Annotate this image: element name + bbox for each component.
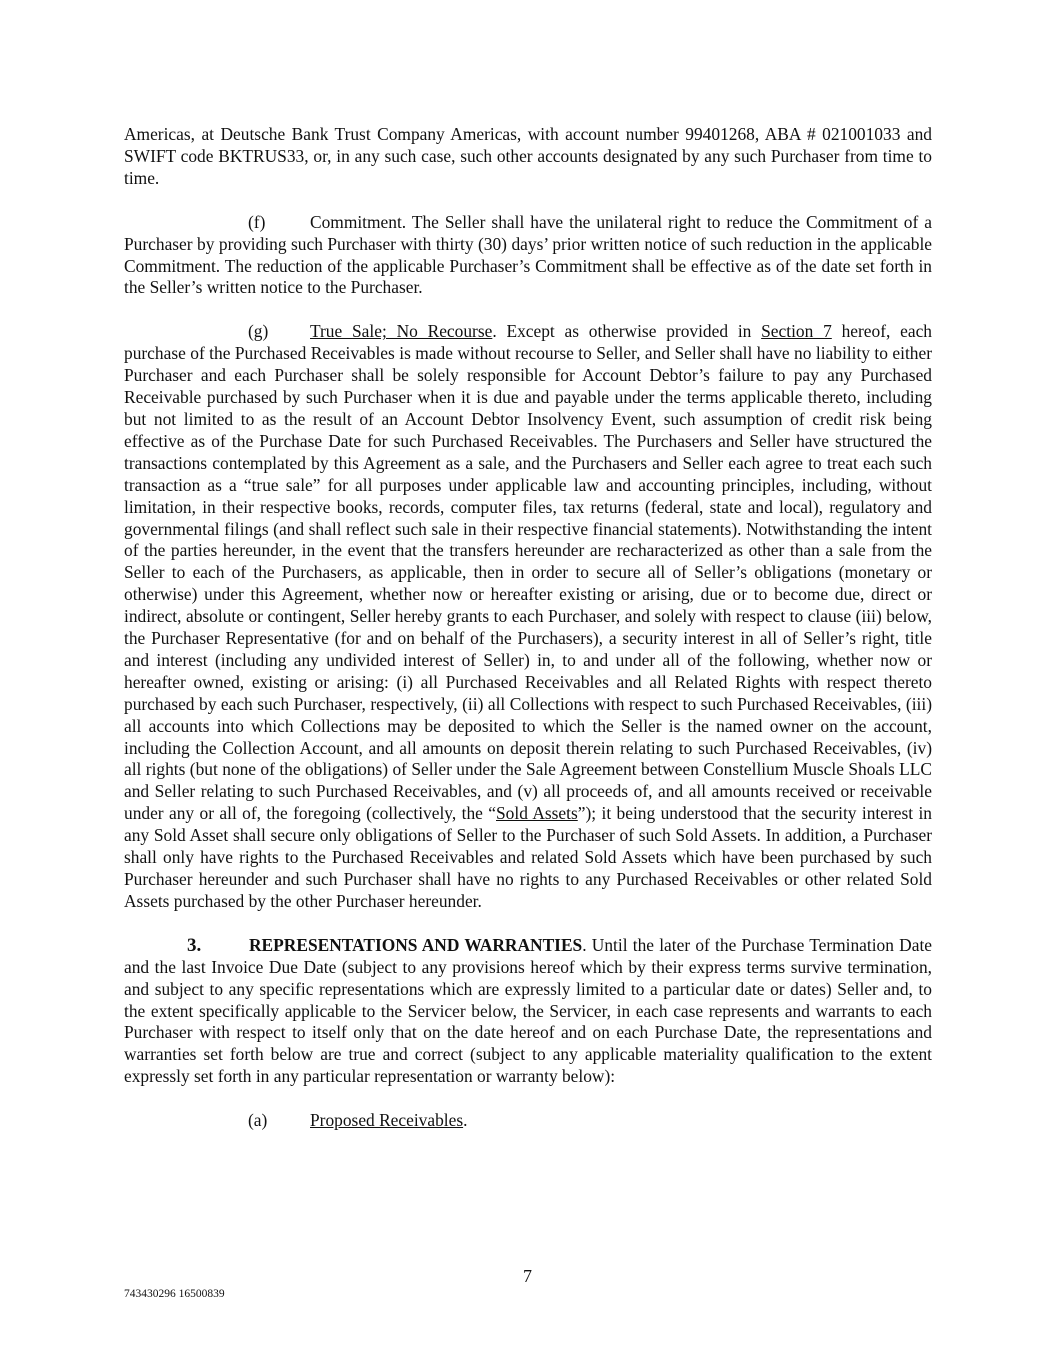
section-3-number: 3. xyxy=(187,934,202,956)
clause-f-label: (f) xyxy=(248,211,266,232)
document-id: 743430296 16500839 xyxy=(124,1288,225,1300)
clause-g-paragraph xyxy=(124,321,932,912)
intro-paragraph: Americas, at Deutsche Bank Trust Company Americas, with account number 99401268, ABA # 021001033 and SWIFT code BKTRUS33, or, in any such case, such other accounts designated by any such Purchaser from time to time. xyxy=(124,124,932,188)
clause-a-paragraph xyxy=(124,1110,932,1132)
clause-g-heading: True Sale; No Recourse xyxy=(310,321,493,342)
clause-g-label: (g) xyxy=(248,321,269,342)
clause-g-after-heading: . Except as otherwise provided in xyxy=(492,321,762,342)
clause-a-label: (a) xyxy=(248,1110,268,1131)
page-number: 7 xyxy=(523,1266,532,1286)
section-3-heading: REPRESENTATIONS AND WARRANTIES xyxy=(249,934,583,955)
document-body xyxy=(124,124,932,1132)
clause-g-text-part1: hereof, each purchase of the Purchased Receivables is made without recourse to Seller, and Seller shall have no liability to either Purchaser and each Purchaser shall be solely responsible for Account Debtor’s failure to pay any Purchased Receivable purchased by such Purchaser when it is due and payable under the terms applicable thereto, including but not limited to as the result of an Account Debtor Insolvency Event, such assumption of credit risk being effective as of the Purchase Date for such Purchased Receivables. The Purchasers and Seller have structured the transactions contemplated by this Agreement as a sale, and the Purchasers and Seller each agree to treat each such transaction as a “true sale” for all purposes under applicable law and accounting principles, including, without limitation, in their respective books, records, computer files, tax returns (federal, state and local), regulatory and governmental filings (and shall reflect such sale in their respective financial statements). Notwithstanding the intent of the parties hereunder, in the event that the transfers hereunder are recharacterized as other than a sale from the Seller to each of the Purchasers, as applicable, then in order to secure all of Seller’s obligations (monetary or otherwise) under this Agreement, whether now or hereafter existing or arising, due or to become due, direct or indirect, absolute or contingent, Seller hereby grants to each Purchaser, and solely with respect to clause (iii) below, the Purchaser Representative (for and on behalf of the Purchasers), a security interest in all of Seller’s right, title and interest (including any undivided interest of Seller) in, to and under all of the following, whether now or hereafter owned, existing or arising: (i) all Purchased Receivables and all Related Rights with respect thereto purchased by each such Purchaser, respectively, (ii) all Collections with respect to such Purchased Receivables, (iii) all accounts into which Collections may be deposited to which the Seller is the named owner on the account, including the Collection Account, and all amounts on deposit therein relating to such Purchased Receivables, (iv) all rights (but none of the obligations) of Seller under the Sale Agreement between Constellium Muscle Shoals LLC and Seller relating to such Purchased Receivables, and (v) all proceeds of, and all amounts received or receivable under any or all of, the foregoing (collectively, the “ xyxy=(124,321,932,824)
section-3-text: . Until the later of the Purchase Termination Date and the last Invoice Due Date (subject to any provisions hereof which by their express terms survive termination, and subject to any specific representations which are expressly limited to a particular date or dates) Seller and, to the extent specifically applicable to the Servicer below, the Servicer, in each case represents and warrants to each Purchaser with respect to itself only that on the date hereof and on each Purchase Date, the representations and warranties set forth below are true and correct (subject to any applicable materiality qualification to the extent expressly set forth in any particular representation or warranty below): xyxy=(124,934,932,1087)
clause-f-text: Commitment. The Seller shall have the unilateral right to reduce the Commitment of a Purchaser by providing such Purchaser with thirty (30) days’ prior written notice of such reduction in the applicable Commitment. The reduction of the applicable Purchaser’s Commitment shall be effective as of the date set forth in the Seller’s written notice to the Purchaser. xyxy=(124,211,932,298)
clause-a-trail: . xyxy=(463,1110,468,1131)
clause-f-paragraph xyxy=(124,212,932,300)
sold-assets-defined-term: Sold Assets xyxy=(496,803,578,824)
clause-g-text-part2: ”); it being understood that the security interest in any Sold Asset shall secure only obligations of Seller to the Purchaser of such Sold Assets. In addition, a Purchaser shall only have rights to the Purchased Receivables and related Sold Assets which have been purchased by such Purchaser hereunder and such Purchaser shall have no rights to any Purchased Receivables or other related Sold Assets purchased by the other Purchaser hereunder. xyxy=(124,803,932,911)
section-7-reference: Section 7 xyxy=(761,321,832,342)
clause-a-heading: Proposed Receivables xyxy=(310,1110,464,1131)
section-3-paragraph xyxy=(124,935,932,1088)
